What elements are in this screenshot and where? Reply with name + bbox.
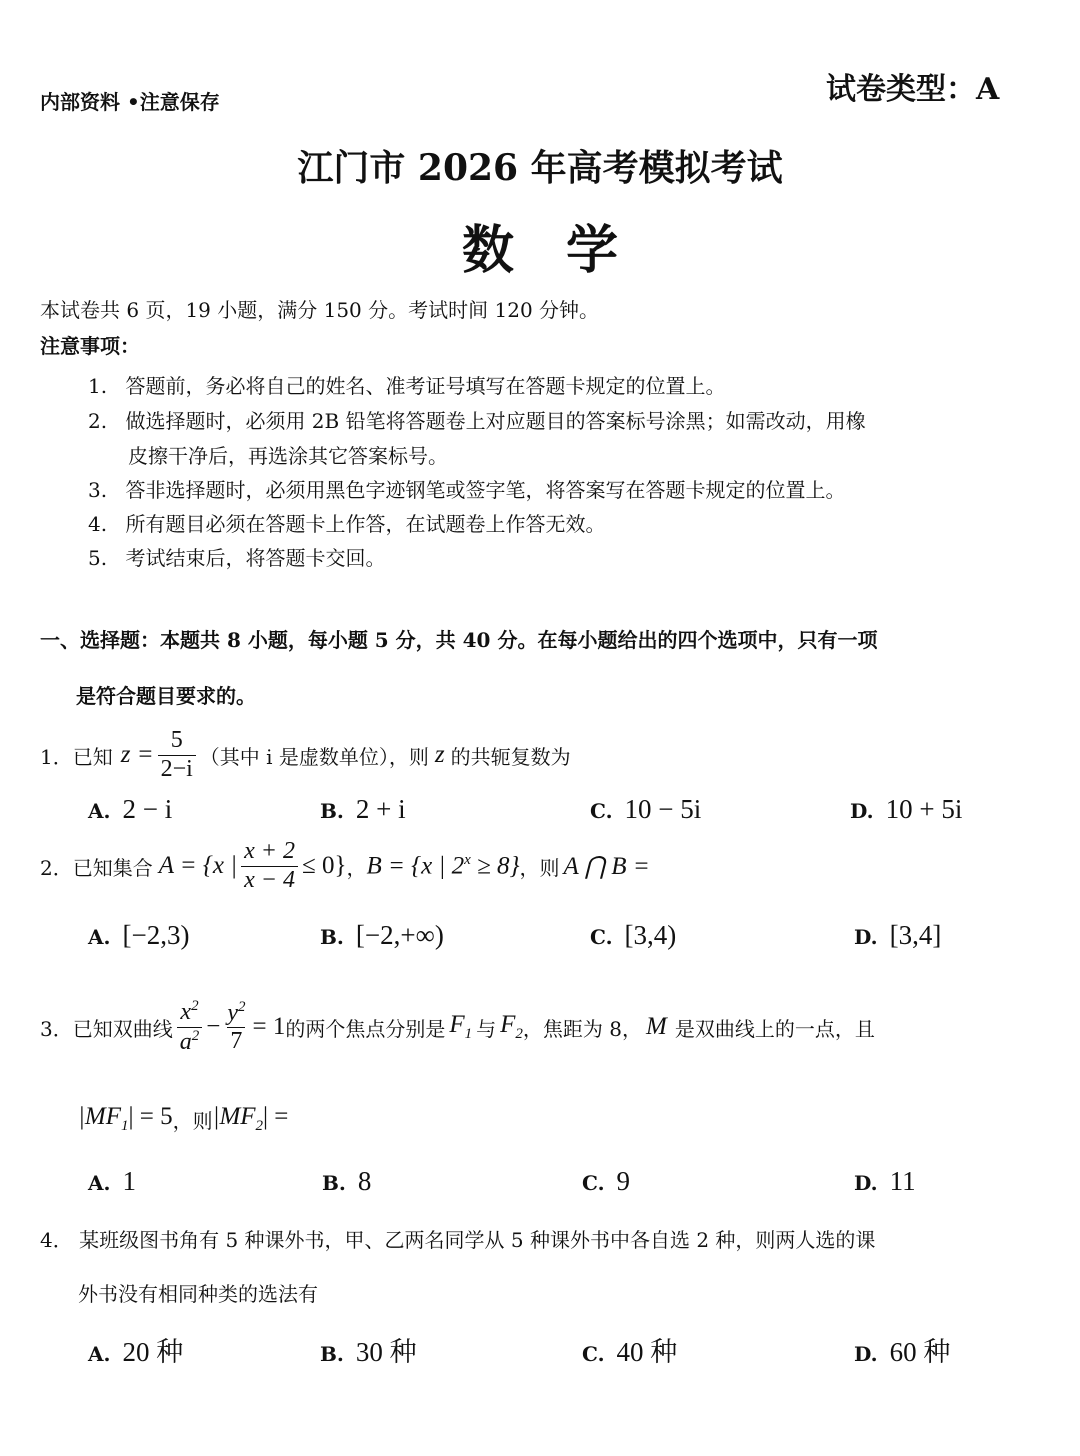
question-3 [40,994,875,1060]
option-c[interactable] [582,1330,677,1369]
question-text: ，焦距为 8， [522,1016,643,1041]
exponent: 2 [191,998,199,1015]
math-m: M [646,1013,667,1040]
option-value: 9 [616,1166,631,1196]
note-continuation: 皮擦干净后，再选涂其它答案标号。 [128,444,448,468]
section-heading: 一、选择题：本题共 8 小题，每小题 5 分，共 40 分。在每小题给出的四个选项中，只有一项 [40,628,878,652]
option-a[interactable] [88,920,189,951]
note-number: 2. [88,409,108,433]
question-text: 的共轭复数为 [450,744,571,769]
math-set-a-end: ≤ 0} [302,852,347,879]
subscript: 1 [120,1118,129,1134]
question-number: 2． [40,855,73,880]
option-d[interactable] [854,1166,916,1197]
exponent: x [464,851,471,868]
fraction-denominator: x − 4 [241,866,298,893]
note-item [88,405,866,434]
exponent: 2 [238,998,246,1015]
option-c[interactable] [590,794,701,825]
question-3-cont [78,1098,288,1140]
question-2 [40,834,650,898]
option-label: C. [582,1171,605,1195]
math-mf2-start: |MF [212,1103,256,1130]
fraction-denominator: 2−i [158,755,196,782]
option-label: A. [88,925,111,949]
option-value: 60 种 [889,1337,951,1367]
option-value: 10 + 5i [885,794,963,824]
fraction [241,839,298,892]
exam-info: 本试卷共 6 页，19 小题，满分 150 分。考试时间 120 分钟。 [40,298,600,322]
option-d[interactable] [854,1330,950,1369]
note-item [88,474,845,503]
question-number: 1． [40,744,73,769]
note-item [88,542,385,571]
note-number: 4. [88,512,108,536]
paper-type: 试卷类型：A [826,72,1000,107]
math-z-eq: z = [120,741,154,768]
option-label: B. [320,799,344,823]
option-label: A. [88,799,111,823]
math-mf2-end: | = [263,1103,289,1130]
fraction-numerator: x + 2 [244,838,295,865]
fraction [158,728,196,781]
math-set-b-end: ≥ 8} [470,852,520,880]
option-b[interactable] [320,794,406,825]
note-text: 答非选择题时，必须用黑色字迹钢笔或签字笔，将答案写在答题卡规定的位置上。 [125,478,846,502]
option-label: C. [590,925,613,949]
option-label: B. [322,1171,346,1195]
option-label: B. [320,925,344,949]
exponent: 2 [191,1027,200,1044]
fraction-numerator-base: y [227,999,238,1026]
question-number: 3． [40,1016,73,1041]
note-number: 3. [88,478,108,502]
fraction-numerator [177,999,201,1026]
question-text: 某班级图书角有 5 种课外书，甲、乙两名同学从 5 种课外书中各自选 2 种，则两人选的课 [79,1228,876,1252]
question-text: 的两个焦点分别是 [285,1016,446,1041]
math-f1 [449,1011,472,1043]
math-mf1-end: | = 5 [128,1103,173,1130]
option-value: 40 种 [616,1337,678,1367]
option-value: 10 − 5i [624,794,702,824]
option-label: D. [854,1342,878,1366]
option-d[interactable] [850,794,962,825]
fraction [224,1000,248,1054]
exam-title: 江门市 2026 年高考模拟考试 [297,147,783,189]
option-label: C. [582,1342,605,1366]
section-heading-cont: 是符合题目要求的。 [76,684,256,708]
question-text: 与 [476,1016,497,1041]
option-value: [3,4) [624,920,677,950]
question-text: （其中 i 是虚数单位），则 [199,744,429,769]
option-value: 2 − i [122,794,173,824]
fraction-denominator [177,1027,203,1055]
option-label: A. [88,1342,111,1366]
note-text: 考试结束后，将答题卡交回。 [125,546,386,570]
question-text: ，则 [172,1108,213,1133]
question-4 [40,1224,875,1253]
note-item [88,508,605,537]
subscript: 2 [515,1026,523,1042]
note-item [88,370,725,399]
subscript: 2 [255,1118,264,1134]
option-a[interactable] [88,1330,183,1369]
option-value: [3,4] [889,920,942,950]
option-label: A. [88,1171,111,1195]
minus-sign: − [206,1013,221,1040]
option-value: [−2,+∞) [355,920,444,950]
option-value: [−2,3) [122,920,190,950]
option-a[interactable] [88,794,172,825]
note-text: 答题前，务必将自己的姓名、准考证号填写在答题卡规定的位置上。 [125,374,726,398]
question-1 [40,724,571,786]
option-c[interactable] [590,920,676,951]
option-b[interactable] [320,920,444,951]
option-value: 11 [889,1166,916,1196]
math-f2 [500,1011,523,1043]
option-value: 8 [357,1166,372,1196]
question-text: 已知 [72,744,113,769]
question-text: 已知集合 [72,855,153,880]
fraction-denominator: 7 [227,1027,245,1054]
math-equals: = 1 [252,1013,286,1040]
option-a[interactable] [88,1166,136,1197]
separator: ， [346,855,367,880]
option-label: C. [590,799,613,823]
math-expression: A ⋂ B = [563,853,650,880]
math-f: F [500,1011,516,1038]
question-text: 是双曲线上的一点，且 [674,1016,875,1041]
math-z: z [434,741,445,768]
note-text: 做选择题时，必须用 2B 铅笔将答题卷上对应题目的答案标号涂黑；如需改动，用橡 [125,409,866,433]
option-label: D. [850,799,874,823]
fraction-numerator [224,1000,248,1027]
fraction [177,999,203,1054]
option-d[interactable] [854,920,941,951]
option-value: 30 种 [355,1337,417,1367]
math-set-a: A = {x | [158,852,238,879]
note-number: 5. [88,546,108,570]
option-b[interactable] [320,1330,417,1369]
math-f: F [449,1011,465,1038]
subscript: 1 [464,1026,473,1042]
option-value: 1 [122,1166,136,1196]
question-text: ，则 [519,855,560,880]
note-text: 所有题目必须在答题卡上作答，在试题卷上作答无效。 [125,512,606,536]
option-c[interactable] [582,1166,630,1197]
note-number: 1. [88,374,108,398]
fraction-denominator-base: a [179,1028,192,1055]
option-label: D. [854,925,878,949]
option-label: D. [854,1171,878,1195]
question-text: 已知双曲线 [72,1016,173,1041]
option-value: 20 种 [122,1337,184,1367]
math-mf2 [213,1103,289,1135]
option-label: B. [320,1342,344,1366]
math-set-b [366,852,519,880]
subject-title: 数 学 [461,220,618,281]
question-4-cont: 外书没有相同种类的选法有 [78,1282,318,1306]
fraction-numerator-base: x [180,999,192,1026]
confidential-note: 内部资料 •注意保存 [40,90,220,114]
math-mf1 [78,1103,173,1135]
math-mf1-start: |MF [78,1103,121,1130]
question-number: 4． [40,1228,73,1252]
math-set-b-start: B = {x | 2 [366,852,465,880]
option-value: 2 + i [355,794,406,824]
notes-heading: 注意事项： [40,334,140,358]
fraction-numerator: 5 [170,727,183,754]
option-b[interactable] [322,1166,371,1197]
